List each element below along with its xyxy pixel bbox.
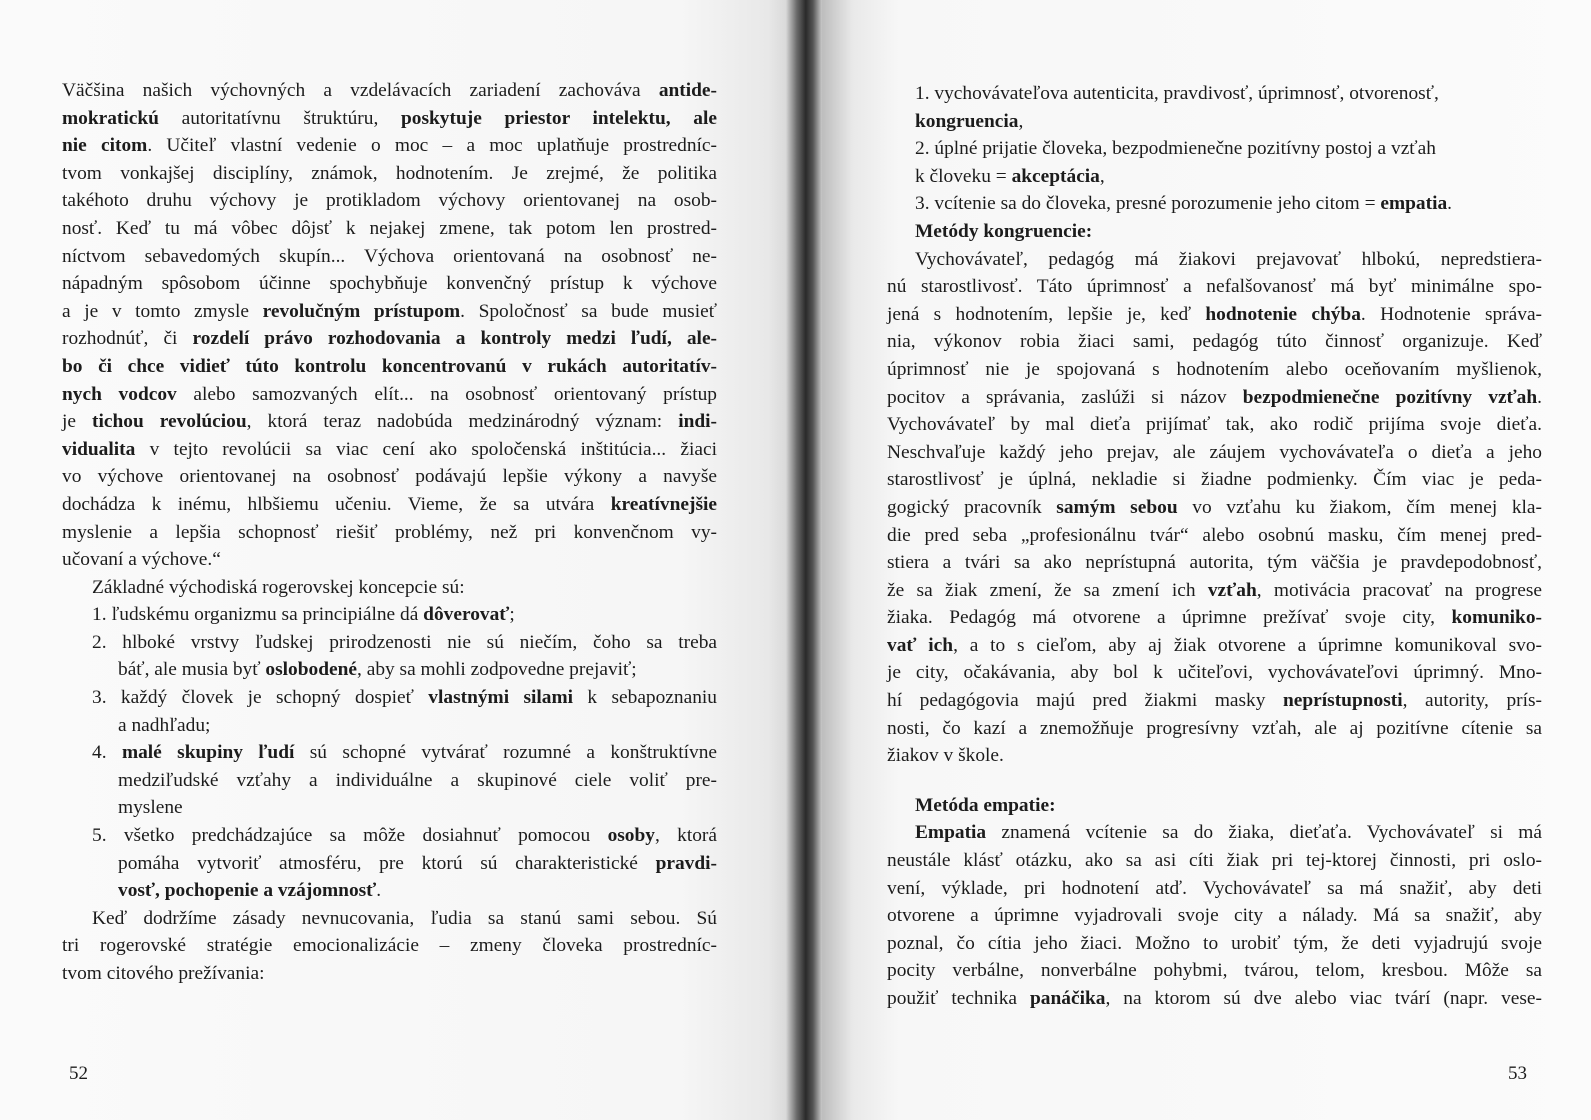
text-line: rozhodnúť, či rozdelí právo rozhodovania a kontroly medzi ľudí, ale- bbox=[62, 328, 718, 350]
text-line: Vychovávateľ by mal dieťa prijímať tak, ako rodič prijíma svoje dieťa. bbox=[887, 414, 1542, 436]
text-line: úprimnosť nie je spojovaná s hodnotením alebo oceňovaním myšlienok, bbox=[887, 358, 1542, 380]
blank-line bbox=[887, 770, 1542, 792]
list-item: 1. vychovávateľova autenticita, pravdivosť, úprimnosť, otvorenosť, bbox=[915, 83, 1439, 104]
text-line: tri rogerovské stratégie emocionalizácie – zmeny človeka prostredníc- bbox=[62, 935, 717, 957]
page-number-right: 53 bbox=[1508, 1063, 1527, 1084]
text-line: nia, výkonov robia žiaci sami, pedagóg túto činnosť organizuje. Keď bbox=[887, 331, 1542, 353]
list-item-continuation: vosť, pochopenie a vzájomnosť. bbox=[118, 880, 382, 902]
list-item: 4. malé skupiny ľudí sú schopné vytvárať rozumné a konštruktívne bbox=[92, 742, 717, 764]
text-line: vať ich, a to s cieľom, aby aj žiak otvorene a úprimne komunikoval svo- bbox=[887, 634, 1542, 656]
text-line: Vychovávateľ, pedagóg má žiakovi prejavovať hlbokú, nepredstiera- bbox=[915, 248, 1542, 270]
text-line: tvom vonkajšej disciplíny, známok, hodnotením. Je zrejmé, že politika bbox=[62, 162, 717, 184]
text-line: žiakov v škole. bbox=[887, 745, 1004, 767]
list-item-continuation: báť, ale musia byť oslobodené, aby sa mohli zodpovedne prejaviť; bbox=[118, 659, 637, 681]
list-item-continuation: pomáha vytvoriť atmosféru, pre ktorú sú charakteristické pravdi- bbox=[118, 852, 717, 874]
text-line: otvorene a úprimne vyjadrovali svoje city a nálady. Má sa snažiť, aby bbox=[887, 905, 1542, 927]
text-line: níctvom sebavedomých skupín... Výchova orientovaná na osobnosť ne- bbox=[62, 245, 717, 267]
text-line: použiť technika panáčika, na ktorom sú dve alebo viac tvárí (napr. vese- bbox=[887, 988, 1543, 1009]
text-line: dochádza k inému, hlbšiemu učeniu. Vieme, že sa utvára kreatívnejšie bbox=[62, 493, 717, 515]
text-line: stiera a tvári sa ako neprístupná autorita, tým väčšia je pravdepodobnosť, bbox=[887, 552, 1542, 574]
right-page-text bbox=[887, 80, 1542, 1013]
page-number-left: 52 bbox=[69, 1063, 88, 1084]
text-line: pocity verbálne, nonverbálne pohybmi, tvárou, telom, kresbou. Môže sa bbox=[887, 960, 1542, 982]
text-line: starostlivosť je úplná, nekladie si žiadne podmienky. Čím viac je peda- bbox=[887, 469, 1542, 491]
text-line: žiaka. Pedagóg má otvorene a úprimne prežívať svoje city, komuniko- bbox=[887, 607, 1542, 629]
section-heading: Metóda empatie: bbox=[915, 794, 1056, 816]
text-line: tvom citového prežívania: bbox=[62, 963, 265, 984]
text-line: myslenie a lepšia schopnosť riešiť problémy, než pri konvenčnom vy- bbox=[62, 521, 717, 543]
list-item-continuation: kongruencia, bbox=[915, 110, 1024, 132]
list-item: 2. hlboké vrstvy ľudskej prirodzenosti nie sú niečím, čoho sa treba bbox=[92, 631, 717, 653]
list-item: 2. úplné prijatie človeka, bezpodmienečne pozitívny postoj a vzťah bbox=[915, 138, 1436, 160]
text-line: neustále klásť otázku, ako sa asi cíti žiak pri tej-ktorej činnosti, pri oslo- bbox=[887, 850, 1542, 872]
text-line: nosť. Keď tu má vôbec dôjsť k nejakej zmene, tak potom len prostred- bbox=[62, 217, 717, 239]
text-line: jená s hodnotením, lepšie je, keď hodnotenie chýba. Hodnotenie správa- bbox=[887, 303, 1543, 325]
text-line: Väčšina našich výchovných a vzdelávacích zariadení zachováva antide- bbox=[62, 80, 717, 101]
text-line: pocitov a správania, zaslúži si názov bezpodmienečne pozitívny vzťah. bbox=[887, 386, 1542, 408]
text-line: je city, očakávania, aby bol k učiteľovi, vychovávateľovi úprimný. Mno- bbox=[887, 662, 1542, 684]
list-item: 3. vcítenie sa do človeka, presné porozumenie jeho citom = empatia. bbox=[915, 193, 1453, 215]
text-line: nych vodcov alebo samozvaných elít... na osobnosť orientovaný prístup bbox=[62, 383, 718, 405]
book-spine bbox=[786, 0, 822, 1120]
text-line: vidualita v tejto revolúcii sa viac cení ako spoločenská inštitúcia... žiaci bbox=[62, 438, 717, 460]
text-line: nie citom. Učiteľ vlastní vedenie o moc – a moc uplatňuje prostredníc- bbox=[62, 135, 717, 157]
text-line: Základné východiská rogerovskej koncepcie sú: bbox=[92, 576, 465, 598]
text-line: takéhoto druhu výchovy je protikladom výchovy orientovanej na osob- bbox=[62, 190, 717, 212]
text-line: Empatia znamená vcítenie sa do žiaka, dieťaťa. Vychovávateľ si má bbox=[915, 822, 1542, 844]
text-line: vení, výklade, pri hodnotení atď. Vychovávateľ sa má snažiť, aby deti bbox=[887, 877, 1542, 899]
list-item-continuation: myslene bbox=[118, 797, 183, 819]
text-line: die pred seba „profesionálnu tvár“ alebo osobnú masku, čím menej pred- bbox=[887, 524, 1542, 546]
text-line: poznal, čo cítia jeho žiaci. Možno to urobiť tým, že deti vyjadrujú svoje bbox=[887, 932, 1542, 954]
list-item-continuation: a nadhľadu; bbox=[118, 714, 211, 736]
left-page-text bbox=[62, 77, 717, 988]
text-line: bo či chce vidieť túto kontrolu koncentrovanú v rukách autoritatív- bbox=[62, 355, 717, 377]
text-line: nosti, čo kazí a znemožňuje progresívny vzťah, ale aj pozitívne cítenie sa bbox=[887, 717, 1542, 739]
list-item-continuation: k človeku = akceptácia, bbox=[915, 165, 1105, 187]
section-heading: Metódy kongruencie: bbox=[915, 220, 1093, 242]
list-item-continuation: medziľudské vzťahy a individuálne a skupinové ciele voliť pre- bbox=[118, 769, 717, 791]
text-line: Neschvaľuje každý jeho prejav, ale záujem vychovávateľa o dieťa a jeho bbox=[887, 441, 1542, 463]
list-item: 3. každý človek je schopný dospieť vlastnými silami k sebapoznaniu bbox=[92, 687, 717, 709]
text-line: mokratickú autoritatívnu štruktúru, poskytuje priestor intelektu, ale bbox=[62, 107, 717, 129]
list-item: 5. všetko predchádzajúce sa môže dosiahnuť pomocou osoby, ktorá bbox=[92, 825, 717, 847]
list-item: 1. ľudskému organizmu sa principiálne dá dôverovať; bbox=[92, 604, 515, 626]
text-line: nápadným spôsobom účinne spochybňuje konvenčný prístup k výchove bbox=[62, 273, 717, 295]
text-line: Keď dodržíme zásady nevnucovania, ľudia sa stanú sami sebou. Sú bbox=[92, 907, 717, 929]
text-line: je tichou revolúciou, ktorá teraz nadobúda medzinárodný význam: indi- bbox=[62, 411, 717, 433]
text-line: nú starostlivosť. Táto úprimnosť a nefalšovanosť má byť minimálne spo- bbox=[887, 276, 1542, 298]
text-line: a je v tomto zmysle revolučným prístupom. Spoločnosť sa bude musieť bbox=[62, 300, 717, 322]
text-line: že sa žiak zmení, že sa zmení ich vzťah, motivácia pracovať na progrese bbox=[887, 579, 1543, 601]
text-line: gogický pracovník samým sebou vo vzťahu ku žiakom, čím menej kla- bbox=[887, 496, 1542, 518]
text-line: vo výchove orientovanej na osobnosť podávajú lepšie výkony a navyše bbox=[62, 466, 717, 488]
text-line: hí pedagógovia majú pred žiakmi masky neprístupnosti, autority, prís- bbox=[887, 690, 1542, 712]
text-line: učovaní a výchove.“ bbox=[62, 549, 221, 571]
